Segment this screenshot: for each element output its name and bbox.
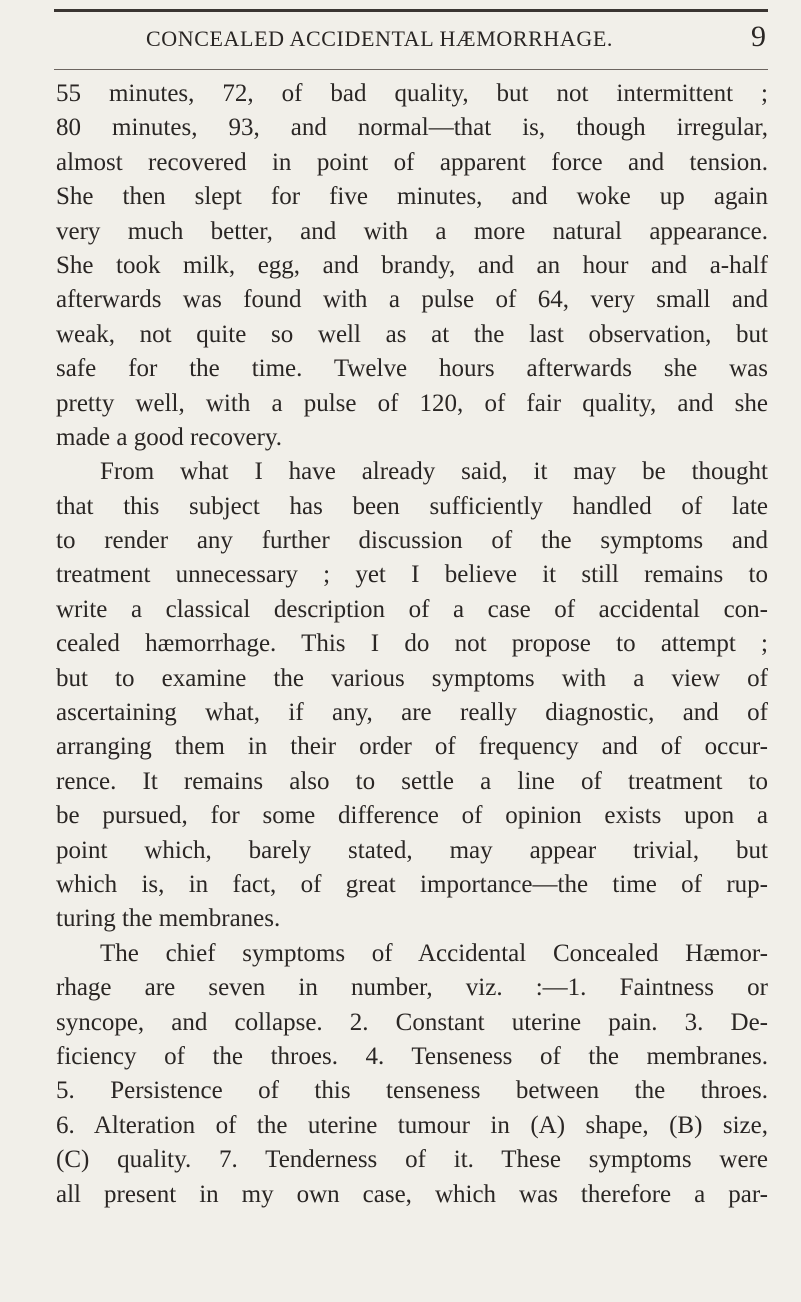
text-line: She then slept for five minutes, and woke up again: [56, 183, 768, 211]
text-line: treatment unnecessary ; yet I believe it still remains to: [56, 561, 768, 589]
body-text: [56, 77, 768, 1212]
text-line: 5. Persistence of this tenseness between the throes.: [56, 1077, 768, 1105]
text-line: pretty well, with a pulse of 120, of fair quality, and she: [56, 389, 768, 417]
text-line: 80 minutes, 93, and normal—that is, though irregular,: [56, 114, 768, 142]
text-line: but to examine the various symptoms with a view of: [56, 664, 768, 692]
text-line: turing the membranes.: [56, 905, 281, 933]
text-line: almost recovered in point of apparent force and tension.: [56, 148, 768, 176]
text-line: very much better, and with a more natural appearance.: [56, 217, 768, 245]
text-line: all present in my own case, which was therefore a par-: [56, 1180, 768, 1208]
header-bottom-rule: [54, 69, 768, 70]
text-line: arranging them in their order of frequency and of occur-: [56, 733, 768, 761]
text-line: rence. It remains also to settle a line of treatment to: [56, 767, 768, 795]
text-line: (C) quality. 7. Tenderness of it. These symptoms were: [56, 1146, 768, 1174]
text-line: be pursued, for some difference of opinion exists upon a: [56, 802, 768, 830]
text-line: ficiency of the throes. 4. Tenseness of the membranes.: [56, 1042, 768, 1070]
text-line: weak, not quite so well as at the last observation, but: [56, 320, 768, 348]
text-line: ascertaining what, if any, are really diagnostic, and of: [56, 699, 768, 727]
header-top-rule: [54, 9, 768, 12]
text-line: to render any further discussion of the symptoms and: [56, 527, 768, 555]
paragraph: [56, 455, 768, 936]
text-line: made a good recovery.: [56, 423, 283, 451]
text-line: write a classical description of a case of accidental con-: [56, 595, 768, 623]
text-line: syncope, and collapse. 2. Constant uterine pain. 3. De-: [56, 1008, 768, 1036]
paragraph: [56, 77, 768, 455]
text-line: rhage are seven in number, viz. :—1. Faintness or: [56, 974, 768, 1002]
text-line: that this subject has been sufficiently handled of late: [56, 492, 768, 520]
text-line: point which, barely stated, may appear trivial, but: [56, 836, 768, 864]
running-title: CONCEALED ACCIDENTAL HÆMORRHAGE.: [146, 26, 614, 51]
page-header: [56, 20, 768, 60]
page-number: 9: [751, 20, 766, 53]
text-line: cealed hæmorrhage. This I do not propose to attempt ;: [56, 630, 768, 658]
text-line: The chief symptoms of Accidental Concealed Hæmor-: [100, 939, 768, 967]
text-line: From what I have already said, it may be thought: [100, 458, 768, 486]
text-line: safe for the time. Twelve hours afterwards she was: [56, 355, 768, 383]
text-line: 55 minutes, 72, of bad quality, but not intermittent ;: [56, 80, 768, 107]
paragraph: [56, 937, 768, 1212]
text-line: afterwards was found with a pulse of 64, very small and: [56, 286, 768, 314]
text-line: She took milk, egg, and brandy, and an hour and a-half: [56, 251, 768, 279]
text-line: 6. Alteration of the uterine tumour in (A) shape, (B) size,: [56, 1111, 768, 1139]
text-line: which is, in fact, of great importance—the time of rup-: [56, 870, 768, 898]
